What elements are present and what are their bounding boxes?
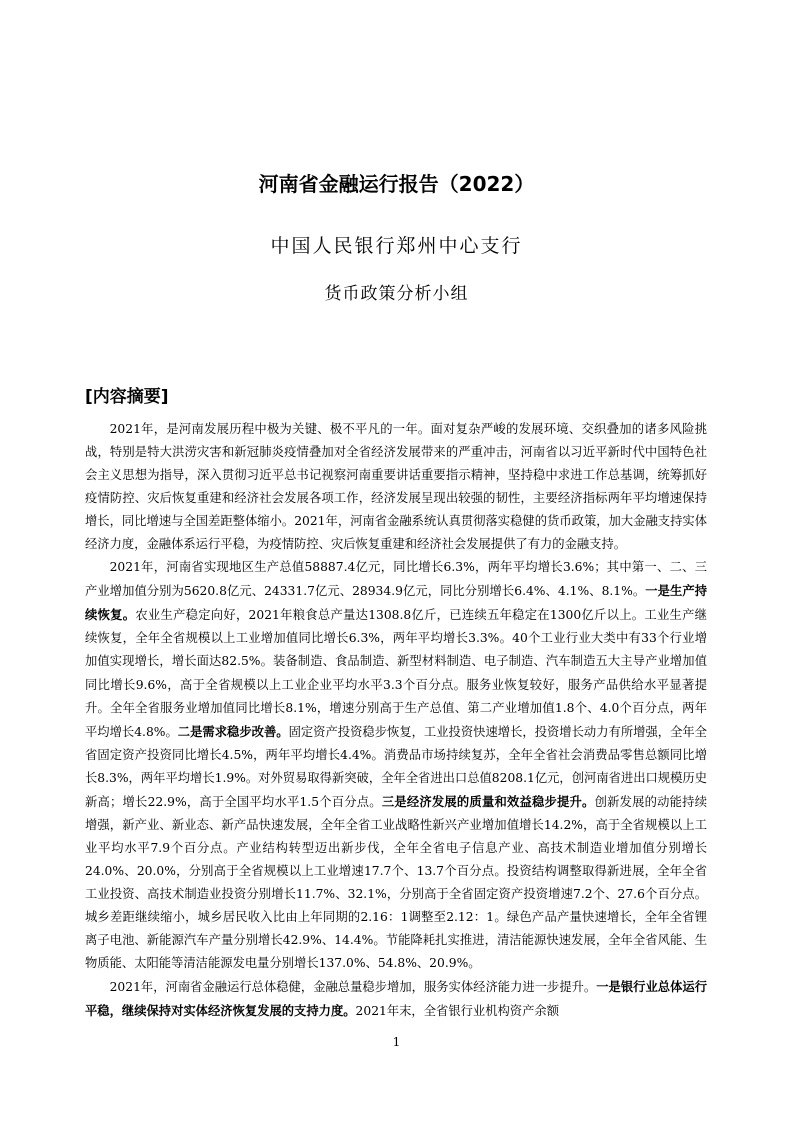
paragraph-emphasis: 一是生产持续恢复。 — [85, 583, 707, 623]
paragraph-text: 创新发展的动能持续增强，新产业、新业态、新产品快速发展，全年全省工业战略性新兴产业增加值增长14.2%，高于全省规模以上工业平均水平7.9个百分点。产业结构转型迈出新步伐，全年全省电子信息产业、高技术制造业增加值分别增长24.0%、20.0%，分别高于全省规模以上工业增速17.7个、13.7个百分点。投资结构调整取得新进展，全年全省工业投资、高技术制造业投资分别增长11.7%、32.1%，分别高于全省固定资产投资增速7.2个、27.6个百分点。城乡差距继续缩小，城乡居民收入比由上年同期的2.16：1调整至2.12：1。绿色产品产量快速增长，全年全省锂离子电池、新能源汽车产量分别增长42.9%、14.4%。节能降耗扎实推进，清洁能源快速发展，全年全省风能、生物质能、太阳能等清洁能源发电量分别增长137.0%、54.8%、20.9%。 — [85, 794, 707, 971]
paragraph — [85, 556, 707, 975]
abstract-body — [85, 418, 707, 1023]
organization-name: 中国人民银行郑州中心支行 — [270, 235, 523, 257]
document-title: 河南省金融运行报告（2022） — [258, 172, 535, 196]
paragraph-text: 固定资产投资稳步恢复，工业投资快速增长，投资增长动力有所增强，全年全省固定资产投资同比增长4.5%，两年平均增长4.4%。消费品市场持续复苏，全年全省社会消费品零售总额同比增长8.3%，两年平均增长1.9%。对外贸易取得新突破，全年全省进出口总值8208.1亿元，创河南省进出口规模历史新高；增长22.9%，高于全国平均水平1.5个百分点。 — [85, 724, 707, 809]
group-name: 货币政策分析小组 — [324, 284, 469, 304]
paragraph-text: 2021年，是河南发展历程中极为关键、极不平凡的一年。面对复杂严峻的发展环境、交织叠加的诸多风险挑战，特别是特大洪涝灾害和新冠肺炎疫情叠加对全省经济发展带来的严重冲击，河南省以习近平新时代中国特色社会主义思想为指导，深入贯彻习近平总书记视察河南重要讲话重要指示精神，坚持稳中求进工作总基调，统筹抓好疫情防控、灾后恢复重建和经济社会发展各项工作，经济发展呈现出较强的韧性，主要经济指标两年平均增速保持增长，同比增速与全国差距整体缩小。2021年，河南省金融系统认真贯彻落实稳健的货币政策，加大金融支持实体经济力度，金融体系运行平稳，为疫情防控、灾后恢复重建和经济社会发展提供了有力的金融支持。 — [85, 422, 707, 552]
section-title: [内容摘要] — [85, 387, 169, 407]
paragraph-text: 2021年末，全省银行业机构资产余额 — [355, 1004, 559, 1019]
paragraph-emphasis: 一是银行业总体运行平稳，继续保持对实体经济恢复发展的支持力度。 — [85, 979, 707, 1019]
paragraph — [85, 975, 707, 1023]
paragraph-text: 农业生产稳定向好，2021年粮食总产量达1308.8亿斤，已连续五年稳定在1300亿斤以上。工业生产继续恢复，全年全省规模以上工业增加值同比增长6.3%，两年平均增长3.3%。40个工业行业大类中有33个行业增加值实现增长，增长面达82.5%。装备制造、食品制造、新型材料制造、电子制造、汽车制造五大主导产业增加值同比增长9.6%，高于全省规模以上工业企业平均水平3.3个百分点。服务业恢复较好，服务产品供给水平显著提升。全年全省服务业增加值同比增长8.1%，增速分别高于生产总值、第二产业增加值1.8个、4.0个百分点，两年平均增长4.8%。 — [85, 608, 707, 739]
paragraph-emphasis: 三是经济发展的质量和效益稳步提升。 — [381, 793, 595, 809]
paragraph-emphasis: 二是需求稳步改善。 — [177, 723, 289, 739]
page-number: 1 — [392, 1035, 401, 1049]
paragraph-text: 2021年，河南省实现地区生产总值58887.4亿元，同比增长6.3%，两年平均增长3.6%；其中第一、二、三产业增加值分别为5620.8亿元、24331.7亿元、28934.9亿元，同比分别增长6.4%、4.1%、8.1%。 — [85, 560, 707, 599]
paragraph-text: 2021年，河南省金融运行总体稳健，金融总量稳步增加，服务实体经济能力进一步提升。 — [109, 980, 597, 995]
paragraph — [85, 418, 707, 556]
